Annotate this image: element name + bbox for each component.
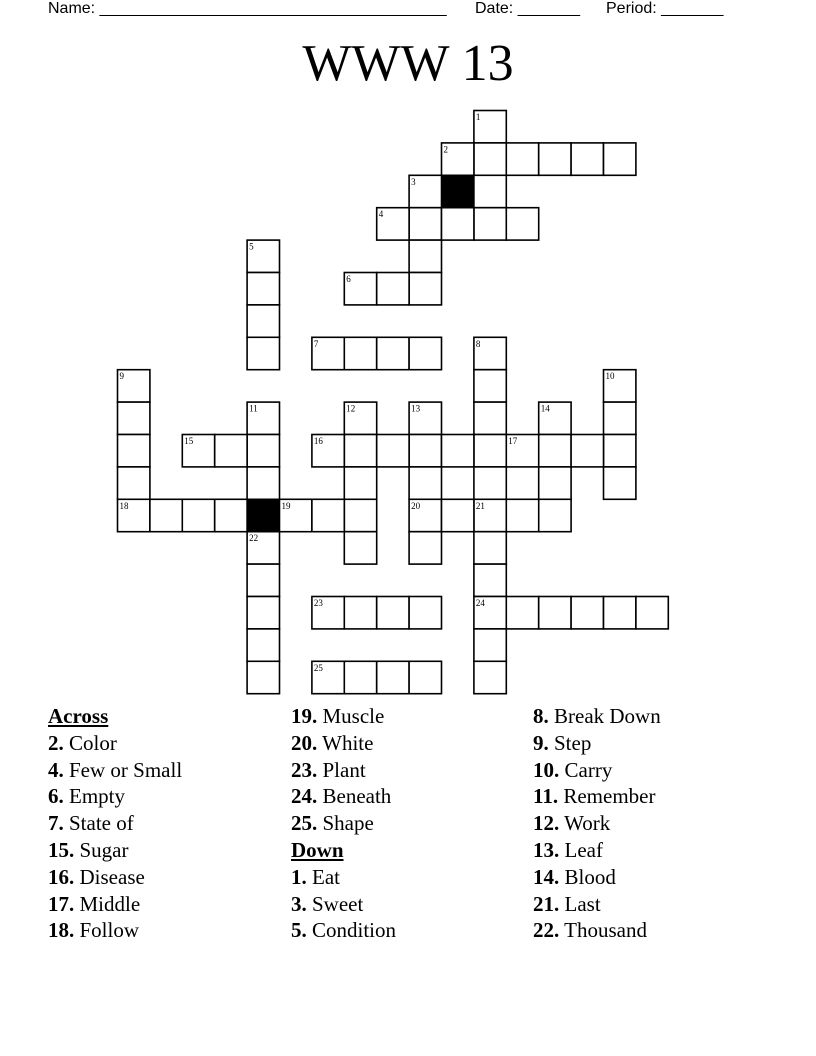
answer-cell[interactable] bbox=[442, 435, 474, 467]
cell-number: 16 bbox=[313, 436, 323, 446]
clue-text: Carry bbox=[564, 757, 613, 782]
answer-cell[interactable] bbox=[409, 435, 441, 467]
clue-number: 22. bbox=[533, 918, 560, 943]
answer-cell[interactable] bbox=[344, 661, 376, 693]
answer-cell[interactable] bbox=[474, 532, 506, 564]
answer-cell[interactable] bbox=[604, 467, 636, 499]
clue-item bbox=[48, 730, 182, 757]
page-title: WWW 13 bbox=[302, 35, 514, 92]
clue-text: State of bbox=[69, 811, 134, 836]
answer-cell[interactable] bbox=[604, 597, 636, 629]
cell-number: 15 bbox=[184, 436, 194, 446]
clue-text: Sugar bbox=[79, 837, 129, 862]
clue-item bbox=[48, 837, 182, 864]
answer-cell[interactable] bbox=[409, 240, 441, 272]
clue-column-1 bbox=[48, 703, 182, 944]
clue-item bbox=[533, 864, 661, 891]
clue-item bbox=[533, 730, 661, 757]
answer-cell[interactable] bbox=[118, 402, 150, 434]
clue-number: 12. bbox=[533, 811, 560, 836]
clue-text: Step bbox=[554, 730, 592, 755]
clue-number: 15. bbox=[48, 837, 75, 862]
answer-cell[interactable] bbox=[474, 661, 506, 693]
clue-number: 19. bbox=[291, 704, 318, 728]
clue-number: 3. bbox=[291, 891, 307, 916]
clue-number: 17. bbox=[48, 891, 75, 916]
clue-column-2 bbox=[291, 703, 396, 944]
answer-cell[interactable] bbox=[409, 661, 441, 693]
cell-number: 3 bbox=[411, 176, 416, 187]
clue-text: Condition bbox=[312, 918, 397, 943]
answer-cell[interactable] bbox=[377, 273, 409, 305]
cell-number: 8 bbox=[475, 338, 481, 349]
answer-cell[interactable] bbox=[409, 273, 441, 305]
answer-cell[interactable] bbox=[344, 597, 376, 629]
clue-number: 25. bbox=[291, 811, 318, 836]
clue-number: 16. bbox=[48, 864, 75, 889]
cell-number: 14 bbox=[540, 403, 550, 414]
clue-number: 5. bbox=[291, 918, 307, 943]
clue-item bbox=[48, 917, 182, 944]
clue-number: 9. bbox=[533, 730, 549, 755]
clue-number: 1. bbox=[291, 864, 307, 889]
answer-cell[interactable] bbox=[150, 499, 182, 531]
cell-number: 12 bbox=[346, 403, 356, 414]
clue-item bbox=[533, 837, 661, 864]
answer-cell[interactable] bbox=[247, 337, 279, 369]
clue-item bbox=[48, 757, 182, 784]
answer-cell[interactable] bbox=[247, 564, 279, 596]
clue-text: Plant bbox=[322, 757, 366, 782]
cell-number: 19 bbox=[281, 500, 291, 511]
answer-cell[interactable] bbox=[539, 597, 571, 629]
answer-cell[interactable] bbox=[474, 467, 506, 499]
clue-number: 11. bbox=[533, 784, 559, 809]
cell-number: 4 bbox=[378, 209, 384, 220]
answer-cell[interactable] bbox=[344, 532, 376, 564]
clue-item bbox=[48, 864, 182, 891]
clue-column-3 bbox=[533, 703, 661, 944]
clue-text: Sweet bbox=[312, 891, 364, 916]
answer-cell[interactable] bbox=[474, 435, 506, 467]
answer-cell[interactable] bbox=[377, 337, 409, 369]
answer-cell[interactable] bbox=[344, 467, 376, 499]
clue-text: White bbox=[322, 730, 374, 755]
clue-number: 7. bbox=[48, 811, 64, 836]
answer-cell[interactable] bbox=[539, 467, 571, 499]
clue-text: Empty bbox=[69, 784, 125, 809]
cell-number: 21 bbox=[475, 500, 485, 511]
cell-number: 7 bbox=[313, 338, 319, 349]
answer-cell[interactable] bbox=[604, 435, 636, 467]
answer-cell[interactable] bbox=[474, 208, 506, 240]
clue-number: 18. bbox=[48, 918, 75, 943]
answer-cell[interactable] bbox=[474, 629, 506, 661]
clue-item bbox=[533, 783, 661, 810]
answer-cell[interactable] bbox=[118, 467, 150, 499]
cell-number: 13 bbox=[411, 403, 421, 414]
answer-cell[interactable] bbox=[409, 532, 441, 564]
cell-number: 20 bbox=[411, 500, 421, 511]
clue-text: Follow bbox=[79, 918, 140, 943]
answer-cell[interactable] bbox=[215, 499, 247, 531]
clue-item bbox=[291, 917, 396, 944]
clue-number: 10. bbox=[533, 757, 560, 782]
answer-cell[interactable] bbox=[377, 661, 409, 693]
answer-cell[interactable] bbox=[636, 597, 668, 629]
answer-cell[interactable] bbox=[442, 499, 474, 531]
clue-text: Disease bbox=[79, 864, 145, 889]
clue-text: Break Down bbox=[554, 704, 661, 728]
clue-item bbox=[533, 757, 661, 784]
clue-number: 24. bbox=[291, 784, 318, 809]
period-field: Period: _______ bbox=[606, 0, 724, 17]
clue-item bbox=[291, 757, 396, 784]
answer-cell[interactable] bbox=[474, 564, 506, 596]
answer-cell[interactable] bbox=[312, 499, 344, 531]
clue-item bbox=[291, 810, 396, 837]
answer-cell[interactable] bbox=[247, 629, 279, 661]
clue-item bbox=[533, 891, 661, 918]
answer-cell[interactable] bbox=[442, 208, 474, 240]
clue-item bbox=[291, 783, 396, 810]
answer-cell[interactable] bbox=[506, 597, 538, 629]
clue-item bbox=[533, 917, 661, 944]
clue-item bbox=[533, 810, 661, 837]
clue-number: 13. bbox=[533, 837, 560, 862]
clue-item bbox=[48, 810, 182, 837]
clue-item bbox=[291, 864, 396, 891]
across-heading: Across bbox=[48, 704, 109, 728]
clue-item bbox=[291, 891, 396, 918]
answer-cell[interactable] bbox=[409, 208, 441, 240]
answer-cell[interactable] bbox=[344, 435, 376, 467]
answer-cell[interactable] bbox=[377, 435, 409, 467]
answer-cell[interactable] bbox=[344, 337, 376, 369]
down-heading: Down bbox=[291, 837, 344, 862]
cell-number: 10 bbox=[605, 371, 615, 382]
clue-text: Middle bbox=[79, 891, 141, 916]
clue-text: Beneath bbox=[322, 784, 392, 809]
cell-number: 17 bbox=[508, 436, 518, 446]
cell-number: 11 bbox=[249, 403, 258, 414]
clue-text: Muscle bbox=[322, 704, 385, 728]
answer-cell[interactable] bbox=[215, 435, 247, 467]
answer-cell[interactable] bbox=[604, 402, 636, 434]
clue-number: 20. bbox=[291, 730, 318, 755]
clue-number: 21. bbox=[533, 891, 560, 916]
name-field: Name: _______________________________________ bbox=[48, 0, 447, 17]
cell-number: 18 bbox=[119, 500, 129, 511]
answer-cell[interactable] bbox=[539, 499, 571, 531]
answer-cell[interactable] bbox=[377, 597, 409, 629]
cell-number: 6 bbox=[346, 274, 351, 284]
answer-cell[interactable] bbox=[409, 467, 441, 499]
cell-number: 5 bbox=[249, 241, 254, 252]
clue-text: Work bbox=[564, 811, 611, 836]
clue-number: 4. bbox=[48, 757, 64, 782]
answer-cell[interactable] bbox=[506, 499, 538, 531]
clue-text: Thousand bbox=[564, 918, 647, 943]
clue-item bbox=[48, 891, 182, 918]
clue-item bbox=[533, 703, 661, 730]
clue-text: Blood bbox=[564, 864, 616, 889]
clue-text: Shape bbox=[322, 811, 374, 836]
clue-text: Eat bbox=[312, 864, 340, 889]
answer-cell[interactable] bbox=[409, 597, 441, 629]
black-cell bbox=[442, 175, 474, 207]
cell-number: 1 bbox=[475, 112, 481, 122]
answer-cell[interactable] bbox=[604, 143, 636, 175]
clue-number: 14. bbox=[533, 864, 560, 889]
black-cell bbox=[247, 499, 279, 531]
answer-cell[interactable] bbox=[247, 435, 279, 467]
answer-cell[interactable] bbox=[539, 143, 571, 175]
answer-cell[interactable] bbox=[539, 435, 571, 467]
cell-number: 23 bbox=[313, 598, 323, 608]
date-field: Date: _______ bbox=[475, 0, 580, 17]
cell-number: 25 bbox=[313, 662, 323, 673]
cell-number: 9 bbox=[119, 371, 124, 382]
clue-number: 23. bbox=[291, 757, 318, 782]
clue-text: Last bbox=[564, 891, 601, 916]
clue-item bbox=[291, 703, 396, 730]
answer-cell[interactable] bbox=[506, 143, 538, 175]
cell-number: 22 bbox=[249, 533, 259, 544]
answer-cell[interactable] bbox=[506, 208, 538, 240]
answer-cell[interactable] bbox=[247, 273, 279, 305]
answer-cell[interactable] bbox=[247, 661, 279, 693]
answer-cell[interactable] bbox=[247, 597, 279, 629]
clue-item bbox=[291, 730, 396, 757]
answer-cell[interactable] bbox=[571, 435, 603, 467]
answer-cell[interactable] bbox=[247, 305, 279, 337]
clue-number: 6. bbox=[48, 784, 64, 809]
clue-text: Few or Small bbox=[69, 757, 183, 782]
answer-cell[interactable] bbox=[571, 597, 603, 629]
clue-number: 8. bbox=[533, 704, 549, 728]
cell-number: 2 bbox=[443, 144, 448, 155]
answer-cell[interactable] bbox=[474, 370, 506, 402]
clue-text: Remember bbox=[563, 784, 656, 809]
clue-text: Leaf bbox=[564, 837, 603, 862]
answer-cell[interactable] bbox=[474, 175, 506, 207]
answer-cell[interactable] bbox=[182, 499, 214, 531]
answer-cell[interactable] bbox=[409, 337, 441, 369]
clue-number: 2. bbox=[48, 730, 64, 755]
cell-number: 24 bbox=[475, 598, 485, 608]
answer-cell[interactable] bbox=[118, 435, 150, 467]
answer-cell[interactable] bbox=[344, 499, 376, 531]
clue-text: Color bbox=[69, 730, 117, 755]
answer-cell[interactable] bbox=[571, 143, 603, 175]
answer-cell[interactable] bbox=[474, 402, 506, 434]
answer-cell[interactable] bbox=[247, 467, 279, 499]
clue-item bbox=[48, 783, 182, 810]
answer-cell[interactable] bbox=[474, 143, 506, 175]
